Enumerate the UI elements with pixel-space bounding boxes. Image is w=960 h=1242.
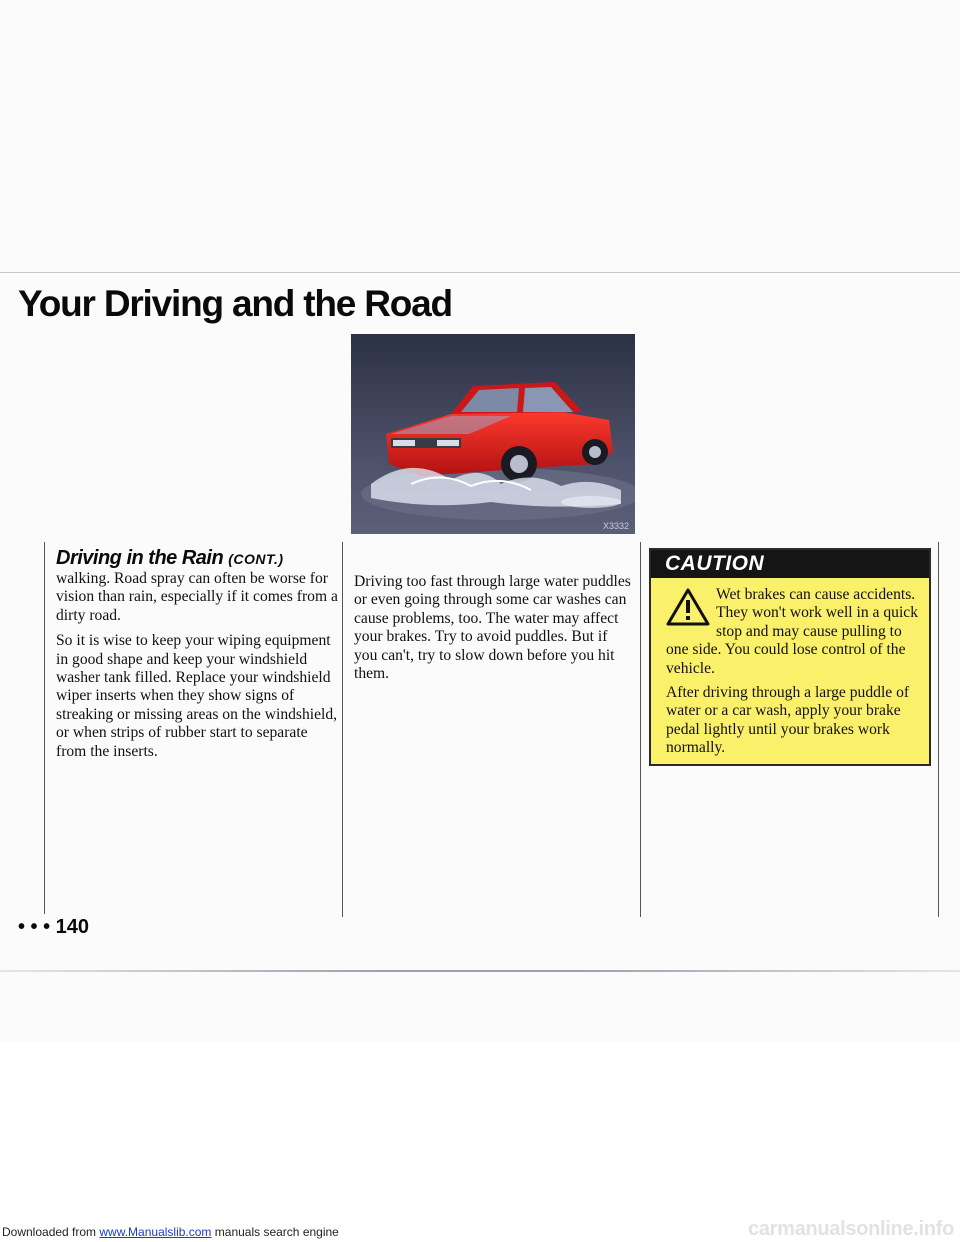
- warning-triangle-icon: [666, 588, 710, 626]
- column-1-text: [56, 570, 338, 768]
- caution-header: CAUTION: [651, 550, 929, 578]
- caution-paragraph-1: Wet brakes can cause accidents. They won't work well in a quick stop and may cause pulling to one side. You could lose control of the vehicle.: [666, 586, 919, 677]
- caution-box: [649, 548, 931, 766]
- column-1-paragraph-1: walking. Road spray can often be worse for vision than rain, especially if it comes from a dirty road.: [56, 570, 338, 624]
- footer: [0, 1042, 960, 1242]
- page-number: • • • 140: [18, 916, 90, 938]
- column-1-paragraph-2: So it is wise to keep your wiping equipment in good shape and keep your windshield washer tank filled. Replace your windshield wiper inserts when they show signs of streaking or missing areas on the windshield, or when strips of rubber start to separate from the inserts.: [56, 632, 338, 760]
- page-title: Your Driving and the Road: [18, 283, 452, 324]
- caution-paragraph-2: After driving through a large puddle of water or a car wash, apply your brake pedal lightly until your brakes work normally.: [666, 684, 910, 757]
- bottom-rule: [0, 970, 960, 972]
- car-illustration: [351, 334, 635, 534]
- column-divider-right: [640, 542, 641, 917]
- top-rule: [0, 272, 960, 273]
- manualslib-link[interactable]: www.Manualslib.com: [99, 1225, 212, 1239]
- download-notice: [2, 1225, 339, 1239]
- column-2-paragraph-1: Driving too fast through large water puddles or even going through some car washes can cause problems, too. The water may affect your brakes. Try to avoid puddles. But if you can't, try to slow down before you hit them.: [354, 573, 631, 683]
- download-suffix: manuals search engine: [211, 1225, 339, 1239]
- section-heading: [56, 547, 284, 570]
- watermark: carmanualsonline.info: [748, 1218, 954, 1240]
- caution-body: [651, 578, 929, 758]
- column-divider-left: [44, 542, 45, 914]
- column-divider-far-right: [938, 542, 939, 917]
- column-divider-middle: [342, 542, 343, 917]
- image-code: X3332: [602, 521, 629, 531]
- column-2-text: [354, 573, 634, 690]
- download-prefix: Downloaded from: [2, 1225, 100, 1239]
- section-heading-text: Driving in the Rain: [56, 547, 224, 569]
- section-heading-cont: (CONT.): [228, 551, 284, 567]
- car-splash-illustration: [351, 334, 635, 534]
